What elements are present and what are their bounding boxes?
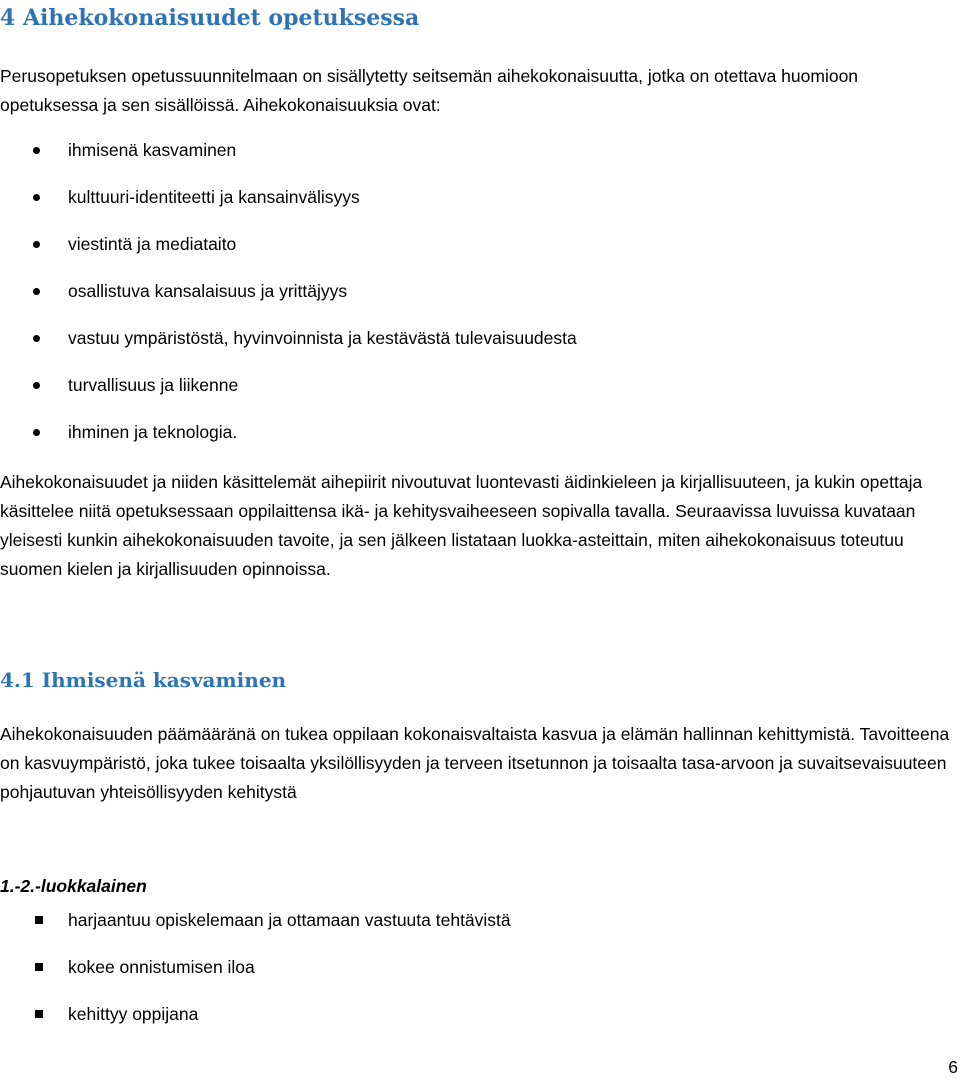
bullet-dot-icon [33,382,40,389]
list-item-text: ihmisenä kasvaminen [68,140,237,160]
bullet-dot-icon [33,147,40,154]
list-item-text: osallistuva kansalaisuus ja yrittäjyys [68,281,348,301]
bullet-dot-icon [33,241,40,248]
bullet-square-icon [35,1010,43,1018]
list-item [0,418,900,465]
list-item-text: kehittyy oppijana [68,1004,199,1024]
list-item [0,230,900,277]
list-item [0,371,900,418]
list-item-text: vastuu ympäristöstä, hyvinvoinnista ja kestävästä tulevaisuudesta [68,328,577,348]
list-item-text: kokee onnistumisen iloa [68,957,255,977]
list-item-text: ihminen ja teknologia. [68,422,238,442]
grade-heading: 1.-2.-luokkalainen [0,876,147,896]
bullet-dot-icon [33,335,40,342]
list-item [0,1000,900,1047]
list-item [0,324,900,371]
bullet-square-icon [35,963,43,971]
list-item-text: harjaantuu opiskelemaan ja ottamaan vastuuta tehtävistä [68,910,511,930]
list-item [0,953,900,1000]
bullet-square-icon [35,916,43,924]
list-item [0,183,900,230]
list-item [0,906,900,953]
list-item-text: turvallisuus ja liikenne [68,375,239,395]
bullet-dot-icon [33,194,40,201]
grade-goals-list [0,906,900,1047]
subsection-paragraph: Aihekokonaisuuden päämääränä on tukea oppilaan kokonaisvaltaista kasvua ja elämän hallinnan kehittymistä. Tavoitteena on kasvuympäristö, joka tukee toisaalta yksilöllisyyden ja terveen itsetunnon ja toisaalta tasa-arvoon ja suvaitsevaisuuteen pohjautuvan yhteisöllisyyden kehitystä [0,724,950,802]
list-item [0,277,900,324]
list-item-text: viestintä ja mediataito [68,234,237,254]
intro-paragraph: Perusopetuksen opetussuunnitelmaan on sisällytetty seitsemän aihekokonaisuutta, jotka on otettava huomioon opetuksessa ja sen sisällöissä. Aihekokonaisuuksia ovat: [0,66,859,115]
bullet-dot-icon [33,288,40,295]
page-number: 6 [948,1057,958,1077]
body-paragraph: Aihekokonaisuudet ja niiden käsittelemät aihepiirit nivoutuvat luontevasti äidinkieleen ja kirjallisuuteen, ja kukin opettaja käsittelee niitä opetuksessaan oppilaittensa ikä- ja kehitysvaiheeseen sopivalla tavalla. Seuraavissa luvuissa kuvataan yleisesti kunkin aihekokonaisuuden tavoite, ja sen jälkeen listataan luokka-asteittain, miten aihekokonaisuus toteutuu suomen kielen ja kirjallisuuden opinnoissa. [0,472,923,579]
bullet-dot-icon [33,429,40,436]
themes-list [0,136,900,465]
section-heading: 4 Aihekokonaisuudet opetuksessa [0,5,420,31]
list-item-text: kulttuuri-identiteetti ja kansainvälisyys [68,187,360,207]
subsection-heading: 4.1 Ihmisenä kasvaminen [0,668,287,692]
list-item [0,136,900,183]
